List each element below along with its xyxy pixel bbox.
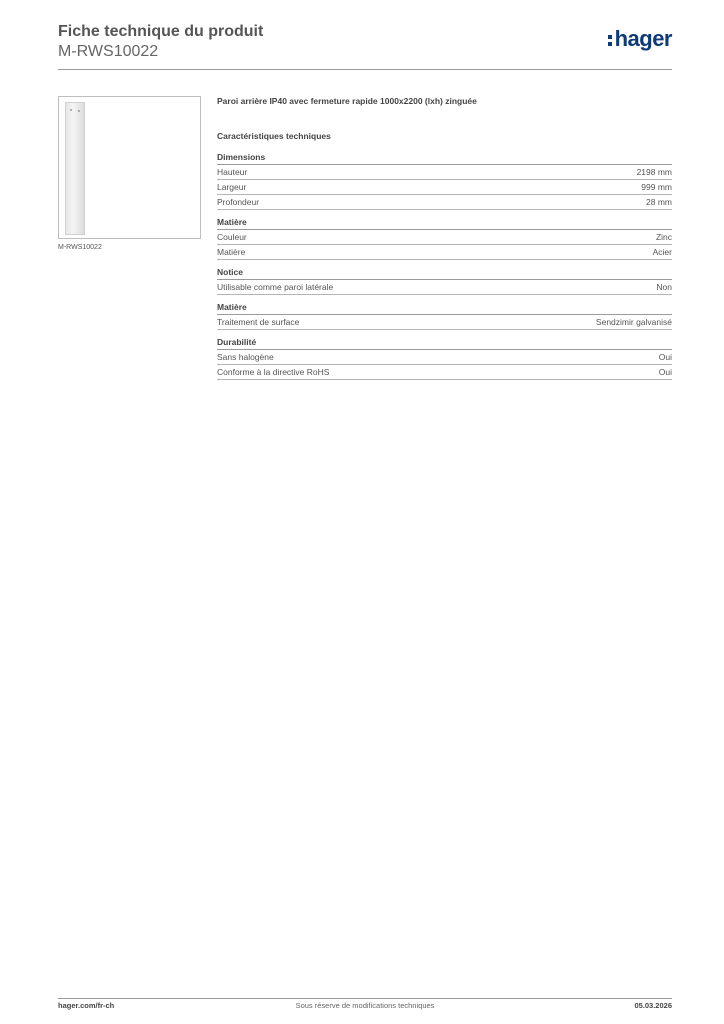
spec-group-title: Notice: [217, 267, 672, 280]
spec-groups: [217, 152, 672, 380]
spec-value: 28 mm: [646, 197, 672, 207]
spec-row: [217, 315, 672, 330]
spec-row: [217, 365, 672, 380]
footer-disclaimer: Sous réserve de modifications techniques: [295, 1001, 435, 1010]
spec-group: [217, 267, 672, 295]
logo-dots-icon: [608, 33, 613, 47]
spec-value: Oui: [658, 352, 672, 362]
spec-label: Sans halogène: [217, 352, 274, 362]
hager-logo: [608, 26, 672, 52]
page-footer: [58, 998, 672, 1012]
spec-value: Oui: [658, 367, 672, 377]
spec-label: Traitement de surface: [217, 317, 300, 327]
footer-date: 05.03.2026: [634, 1001, 672, 1010]
spec-label: Matière: [217, 247, 246, 257]
spec-row: [217, 350, 672, 365]
product-description: Paroi arrière IP40 avec fermeture rapide 1000x2200 (lxh) zinguée: [217, 96, 477, 106]
spec-group: [217, 337, 672, 380]
spec-label: Utilisable comme paroi latérale: [217, 282, 334, 292]
spec-value: Non: [656, 282, 672, 292]
spec-value: Acier: [652, 247, 672, 257]
spec-value: Sendzimir galvanisé: [595, 317, 672, 327]
image-caption: M-RWS10022: [58, 244, 102, 251]
product-reference: M-RWS10022: [58, 43, 159, 60]
footer-website: hager.com/fr-ch: [58, 1001, 115, 1010]
spec-row: [217, 230, 672, 245]
page-header: [58, 22, 672, 70]
spec-value: 2198 mm: [636, 167, 672, 177]
logo-text: hager: [614, 26, 672, 51]
spec-label: Couleur: [217, 232, 247, 242]
product-image: [58, 96, 201, 239]
product-content: [217, 96, 672, 386]
spec-group: [217, 217, 672, 260]
panel-icon: [65, 102, 85, 235]
spec-group: [217, 302, 672, 330]
spec-label: Hauteur: [217, 167, 248, 177]
spec-row: [217, 280, 672, 295]
spec-row: [217, 245, 672, 260]
spec-group-title: Dimensions: [217, 152, 672, 165]
spec-group-title: Matière: [217, 302, 672, 315]
spec-row: [217, 195, 672, 210]
section-title: Caractéristiques techniques: [217, 131, 331, 141]
spec-label: Conforme à la directive RoHS: [217, 367, 330, 377]
spec-row: [217, 180, 672, 195]
spec-label: Profondeur: [217, 197, 260, 207]
spec-value: 999 mm: [641, 182, 672, 192]
spec-row: [217, 165, 672, 180]
document-title: Fiche technique du produit: [58, 23, 264, 40]
spec-group-title: Durabilité: [217, 337, 672, 350]
spec-group: [217, 152, 672, 210]
spec-group-title: Matière: [217, 217, 672, 230]
spec-label: Largeur: [217, 182, 247, 192]
spec-value: Zinc: [655, 232, 672, 242]
